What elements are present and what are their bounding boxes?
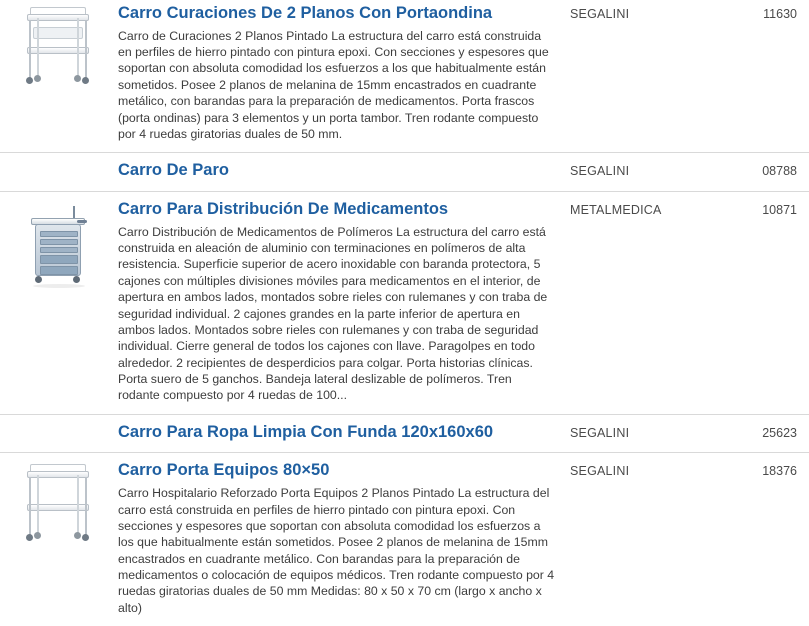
product-info-cell bbox=[118, 200, 570, 404]
med-cart-icon bbox=[11, 204, 107, 296]
cart-equip-icon bbox=[11, 465, 107, 557]
product-image-cell bbox=[0, 4, 118, 100]
product-image-cell bbox=[0, 461, 118, 557]
product-info-cell bbox=[118, 161, 570, 181]
product-info-cell bbox=[118, 4, 570, 142]
product-code: 25623 bbox=[762, 425, 797, 440]
product-code: 10871 bbox=[762, 203, 797, 217]
table-row[interactable] bbox=[0, 452, 809, 626]
product-code: 18376 bbox=[762, 464, 797, 479]
product-title-link[interactable]: Carro Para Ropa Limpia Con Funda 120x160x60 bbox=[118, 422, 494, 441]
product-brand: SEGALINI bbox=[570, 164, 630, 179]
product-brand: SEGALINI bbox=[570, 7, 630, 21]
product-image-cell bbox=[0, 423, 118, 427]
product-brand: METALMEDICA bbox=[570, 203, 662, 217]
product-brand: SEGALINI bbox=[570, 464, 630, 479]
product-code: 11630 bbox=[763, 7, 797, 21]
product-title-link[interactable]: Carro De Paro bbox=[118, 161, 229, 180]
product-code: 08788 bbox=[762, 164, 797, 179]
table-row[interactable] bbox=[0, 0, 809, 152]
product-info-cell bbox=[118, 423, 570, 443]
product-title-link[interactable]: Carro Curaciones De 2 Planos Con Portaondina bbox=[118, 4, 493, 22]
product-description: Carro de Curaciones 2 Planos Pintado La estructura del carro está construida en perfiles de hierro pintado con pintura epoxi. Con secciones y espesores que soportan con absoluta comodidad los esfuerzos a los que habitualmente están sometidos. Posee 2 planos de melanina de 15mm encastrados en cuadrante metálico, con barandas para la preparación de medicamentos. Porta frascos (porta ondinas) para 3 elementos y un porta tambor. Tren rodante compuesto por 4 ruedas giratorias duales de 50 mm. bbox=[118, 28, 549, 141]
table-row[interactable] bbox=[0, 414, 809, 453]
product-brand: SEGALINI bbox=[570, 425, 630, 440]
product-title-link[interactable]: Carro Porta Equipos 80×50 bbox=[118, 461, 330, 480]
product-title-link[interactable]: Carro Para Distribución De Medicamentos bbox=[118, 200, 449, 218]
product-info-cell bbox=[118, 461, 570, 616]
product-description: Carro Distribución de Medicamentos de Polímeros La estructura del carro está construida en aleación de aluminio con terminaciones en polímeros de alta resistencia. Superficie superior de acero inoxidable con baranda protectora, 5 cajones con múltiples divisiones móviles para medicamentos en el interior, de apertura en ambos lados, montados sobre rieles con rulemanes y con traba de seguridad individual. 2 cajones grandes en la parte inferior de apertura en ambos lados. Montados sobre rieles con rulemanes y con traba de seguridad individual. Cierre general de todos los cajones con llave. Paragolpes en todo alrededor. 2 recipientes de desperdicios para colgar. Porta historias clínicas. Porta suero de 5 ganchos. Bandeja lateral deslizable de polímeros. Tren rodante compuesto por 4 ruedas de 100... bbox=[118, 224, 548, 403]
product-image-cell bbox=[0, 200, 118, 296]
table-row[interactable] bbox=[0, 191, 809, 414]
product-image-cell bbox=[0, 161, 118, 165]
table-row[interactable] bbox=[0, 152, 809, 191]
cart-shelf-icon bbox=[11, 8, 107, 100]
product-description: Carro Hospitalario Reforzado Porta Equipos 2 Planos Pintado La estructura del carro está construida en perfiles de hierro pintado con pintura epoxi. Con secciones y espesores que soportan con absoluta comodidad los esfuerzos a los que habitualmente están sometidos. Posee 2 planos de melanina de 15mm encastrados en cuadrante metálico. Con barandas para la preparación de medicamentos o colocación de equipos médicos. Tren rodante compuesto por 4 ruedas giratorias duales de 50 mm Medidas: 80 x 50 x 70 cm (largo x ancho x alto) bbox=[118, 486, 555, 615]
